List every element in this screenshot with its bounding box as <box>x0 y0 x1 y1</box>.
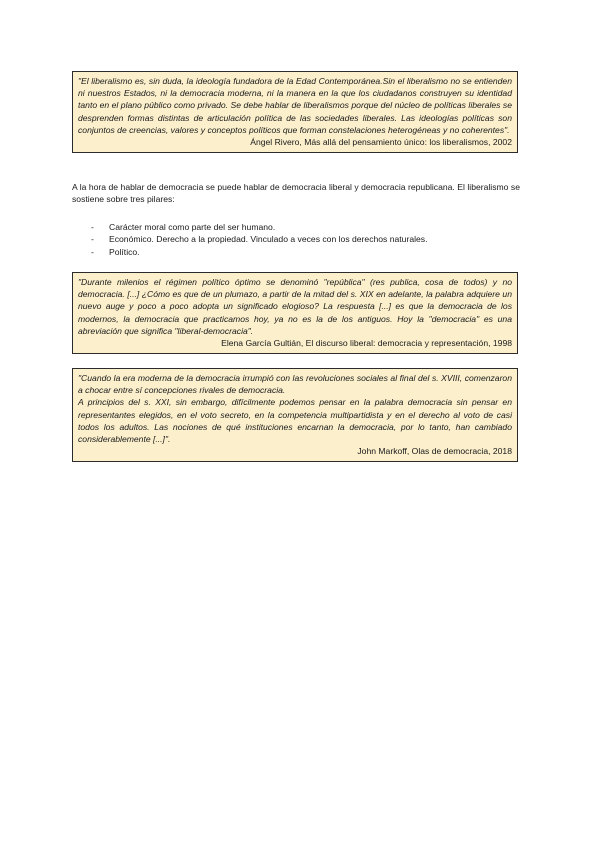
list-item <box>72 221 427 233</box>
bullet-dash: - <box>91 234 94 245</box>
quote-box-markoff <box>72 368 518 462</box>
intro-paragraph: A la hora de hablar de democracia se puede hablar de democracia liberal y democracia republicana. El liberalismo se sostiene sobre tres pilares: <box>72 182 520 205</box>
list-item <box>72 233 427 245</box>
pillar-political: Político. <box>109 246 140 257</box>
quote-text: "El liberalismo es, sin duda, la ideología fundadora de la Edad Contemporánea.Sin el liberalismo no se entienden ni nuestros Estados, ni la democracia moderna, ni la manera en la que los ciudadanos construyen su identidad tanto en el plano público como privado. Se debe hablar de liberalismos porque del núcleo de políticas liberales se desprenden formas distintas de articulación política de las sociedades liberales. Las ideologías políticas son conjuntos de creencias, valores y conceptos políticos que forman constelaciones heterogéneas y no coherentes". <box>78 76 512 135</box>
bullet-dash: - <box>91 246 94 257</box>
pillars-list <box>72 221 427 258</box>
list-item <box>72 246 427 258</box>
pillar-economic: Económico. Derecho a la propiedad. Vinculado a veces con los derechos naturales. <box>109 234 428 245</box>
quote-box-rivero <box>72 71 518 153</box>
quote-attribution: Ángel Rivero, Más allá del pensamiento único: los liberalismos, 2002 <box>250 137 512 148</box>
quote-attribution: Elena García Gultián, El discurso liberal: democracia y representación, 1998 <box>221 338 512 349</box>
quote-text: "Durante milenios el régimen político óptimo se denominó "república" (res publica, cosa de todos) y no democracia. [...] ¿Cómo es que de un plumazo, a partir de la mitad del s. XIX en adelante, la palabra adquiere un nuevo auge y poco a poco adopta un significado elogioso? La respuesta [...] es que la democracia de los modernos, la democracia que practicamos hoy, ya no es la de los antiguos. Hoy la "democracia" es una abreviación que significa "liberal-democracia". <box>78 277 512 336</box>
bullet-dash: - <box>91 222 94 232</box>
pillar-moral: Carácter moral como parte del ser humano. <box>109 222 276 232</box>
quote-text: "Cuando la era moderna de la democracia irrumpió con las revoluciones sociales al final del s. XVIII, comenzaron a chocar entre sí concepciones rivales de democracia. A principios del s. XXI, sin embargo, difícilmente podemos pensar en la palabra democracia sin pensar en representantes elegidos, en el voto secreto, en la competencia multipartidista y en el derecho al voto de casi todos los adultos. Las nociones de qué instituciones encarnan la democracia, por lo tanto, han cambiado considerablemente [...]". <box>78 373 512 445</box>
quote-attribution: John Markoff, Olas de democracia, 2018 <box>357 446 512 457</box>
quote-box-garcia-gultian <box>72 272 518 354</box>
